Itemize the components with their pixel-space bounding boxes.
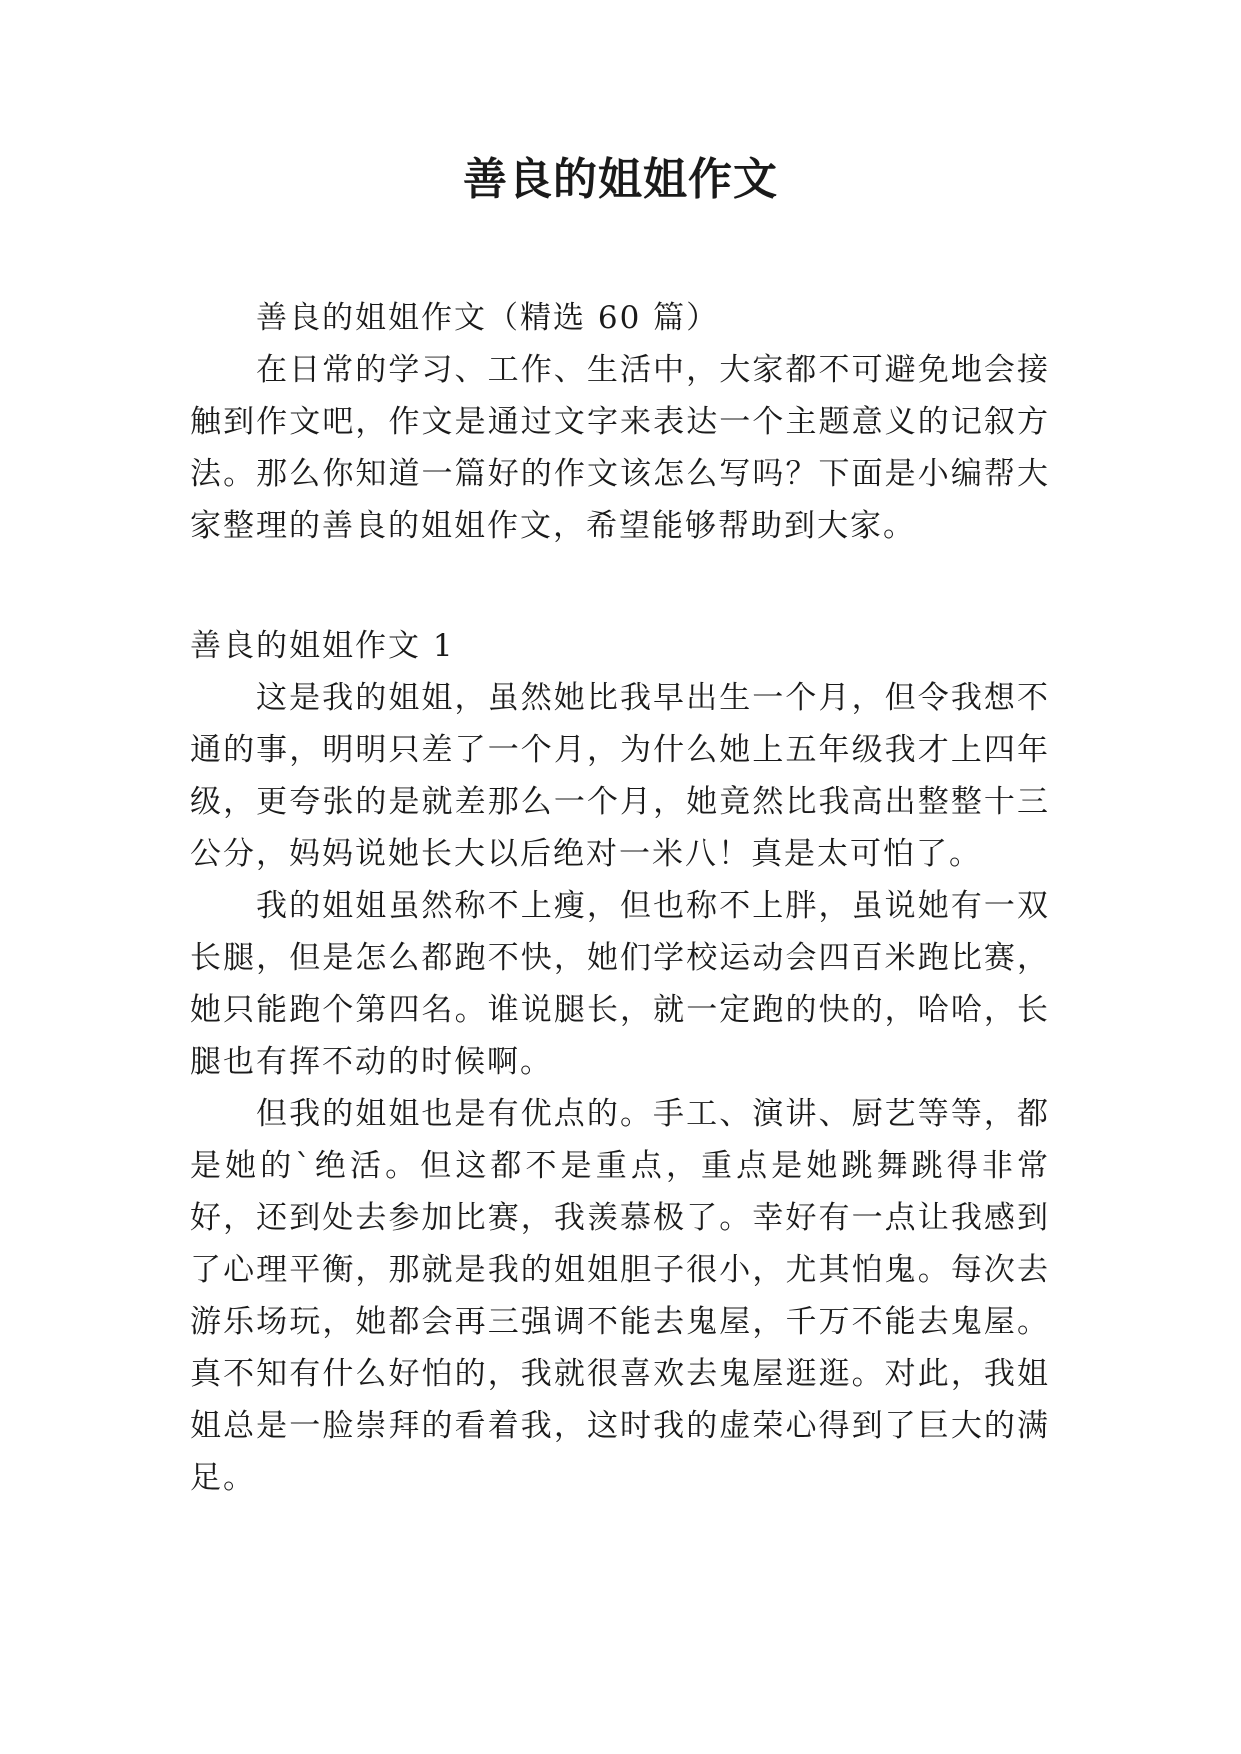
- paragraph-3: 但我的姐姐也是有优点的。手工、演讲、厨艺等等，都是她的`绝活。但这都不是重点，重点是她跳舞跳得非常好，还到处去参加比赛，我羡慕极了。幸好有一点让我感到了心理平衡，那就是我的姐姐胆子很小，尤其怕鬼。每次去游乐场玩，她都会再三强调不能去鬼屋，千万不能去鬼屋。真不知有什么好怕的，我就很喜欢去鬼屋逛逛。对此，我姐姐总是一脸崇拜的看着我，这时我的虚荣心得到了巨大的满足。: [190, 1096, 1050, 1496]
- document-body: [190, 292, 1050, 1504]
- subtitle: 善良的姐姐作文（精选 60 篇）: [256, 300, 720, 336]
- paragraph-1: 这是我的姐姐，虽然她比我早出生一个月，但令我想不通的事，明明只差了一个月，为什么她上五年级我才上四年级，更夸张的是就差那么一个月，她竟然比我高出整整十三公分，妈妈说她长大以后绝对一米八！真是太可怕了。: [190, 680, 1050, 872]
- intro-paragraph: 在日常的学习、工作、生活中，大家都不可避免地会接触到作文吧，作文是通过文字来表达一个主题意义的记叙方法。那么你知道一篇好的作文该怎么写吗？下面是小编帮大家整理的善良的姐姐作文，希望能够帮助到大家。: [190, 352, 1050, 544]
- section-heading: 善良的姐姐作文 1: [190, 628, 455, 664]
- page-title: 善良的姐姐作文: [463, 154, 778, 205]
- paragraph-2: 我的姐姐虽然称不上瘦，但也称不上胖，虽说她有一双长腿，但是怎么都跑不快，她们学校运动会四百米跑比赛，她只能跑个第四名。谁说腿长，就一定跑的快的，哈哈，长腿也有挥不动的时候啊。: [190, 888, 1050, 1080]
